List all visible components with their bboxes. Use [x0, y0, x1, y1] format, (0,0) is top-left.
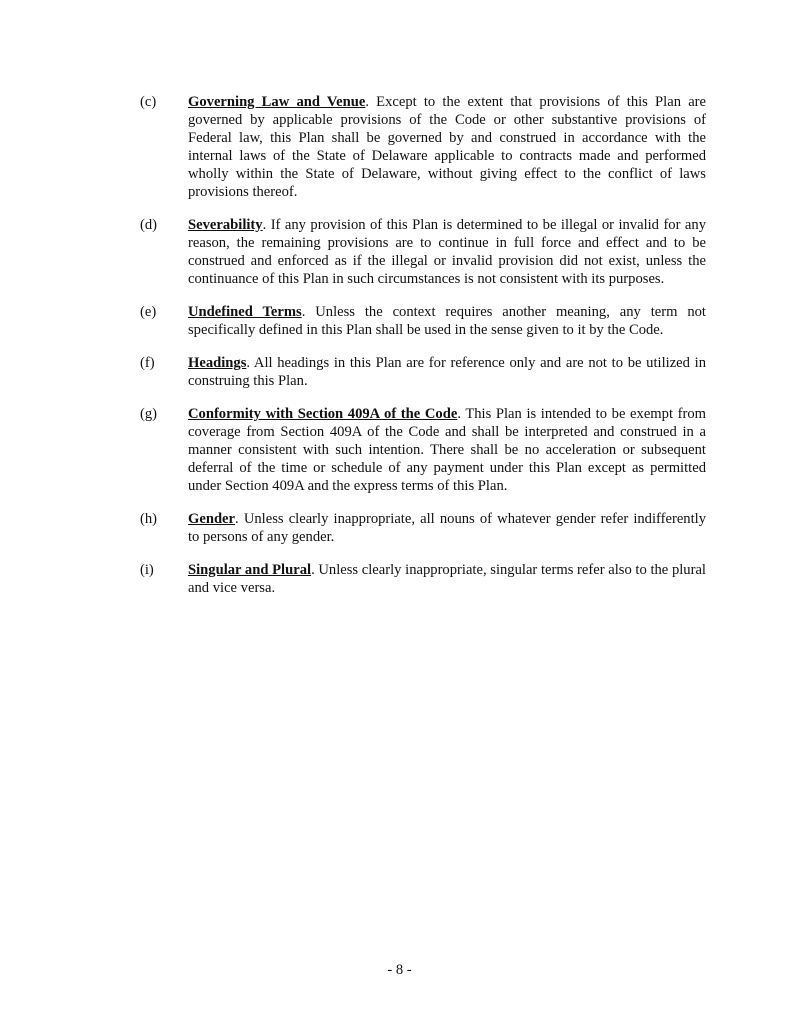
section-body [188, 216, 706, 288]
section-text: . All headings in this Plan are for reference only and are not to be utilized in construing this Plan. [188, 355, 706, 389]
section-label: (f) [140, 355, 155, 371]
section-h [140, 510, 706, 546]
section-body [188, 561, 706, 597]
section-label: (d) [140, 217, 158, 233]
section-heading: Severability [188, 217, 263, 233]
section-label: (h) [140, 511, 158, 527]
section-body [188, 510, 706, 546]
section-body [188, 405, 706, 495]
section-e [140, 303, 706, 339]
section-text: . Unless clearly inappropriate, all nouns of whatever gender refer indifferently to persons of any gender. [188, 511, 706, 545]
section-text: . Unless the context requires another meaning, any term not specifically defined in this Plan shall be used in the sense given to it by the Code. [188, 304, 706, 338]
section-g [140, 405, 706, 495]
section-heading: Headings [188, 355, 247, 371]
section-heading: Singular and Plural [188, 562, 312, 578]
section-label: (c) [140, 94, 157, 110]
section-heading: Conformity with Section 409A of the Code [188, 406, 458, 422]
section-body [188, 354, 706, 390]
section-body [188, 303, 706, 339]
section-text: . This Plan is intended to be exempt from coverage from Section 409A of the Code and shall be interpreted and construed in a manner consistent with such intention. There shall be no acceleration or subsequent deferral of the time or schedule of any payment under this Plan except as permitted under Section 409A and the express terms of this Plan. [188, 406, 706, 494]
section-c [140, 93, 706, 201]
section-heading: Gender [188, 511, 236, 527]
section-d [140, 216, 706, 288]
section-heading: Governing Law and Venue [188, 94, 366, 110]
section-text: . If any provision of this Plan is determined to be illegal or invalid for any reason, the remaining provisions are to continue in full force and effect and to be construed and enforced as if the illegal or invalid provision did not exist, unless the continuance of this Plan in such circumstances is not consistent with its purposes. [188, 217, 706, 287]
section-label: (i) [140, 562, 154, 578]
section-body [188, 93, 706, 201]
page-number: - 8 - [387, 962, 412, 978]
section-heading: Undefined Terms [188, 304, 302, 320]
section-text: . Except to the extent that provisions of this Plan are governed by applicable provisions of the Code or other substantive provisions of Federal law, this Plan shall be governed by and construed in accordance with the internal laws of the State of Delaware applicable to contracts made and performed wholly within the State of Delaware, without giving effect to the conflict of laws provisions thereof. [188, 94, 707, 200]
section-label: (g) [140, 406, 158, 422]
section-i [140, 561, 706, 597]
section-f [140, 354, 706, 390]
plan-sections [140, 93, 706, 612]
section-text: . Unless clearly inappropriate, singular terms refer also to the plural and vice versa. [188, 562, 706, 596]
section-label: (e) [140, 304, 157, 320]
